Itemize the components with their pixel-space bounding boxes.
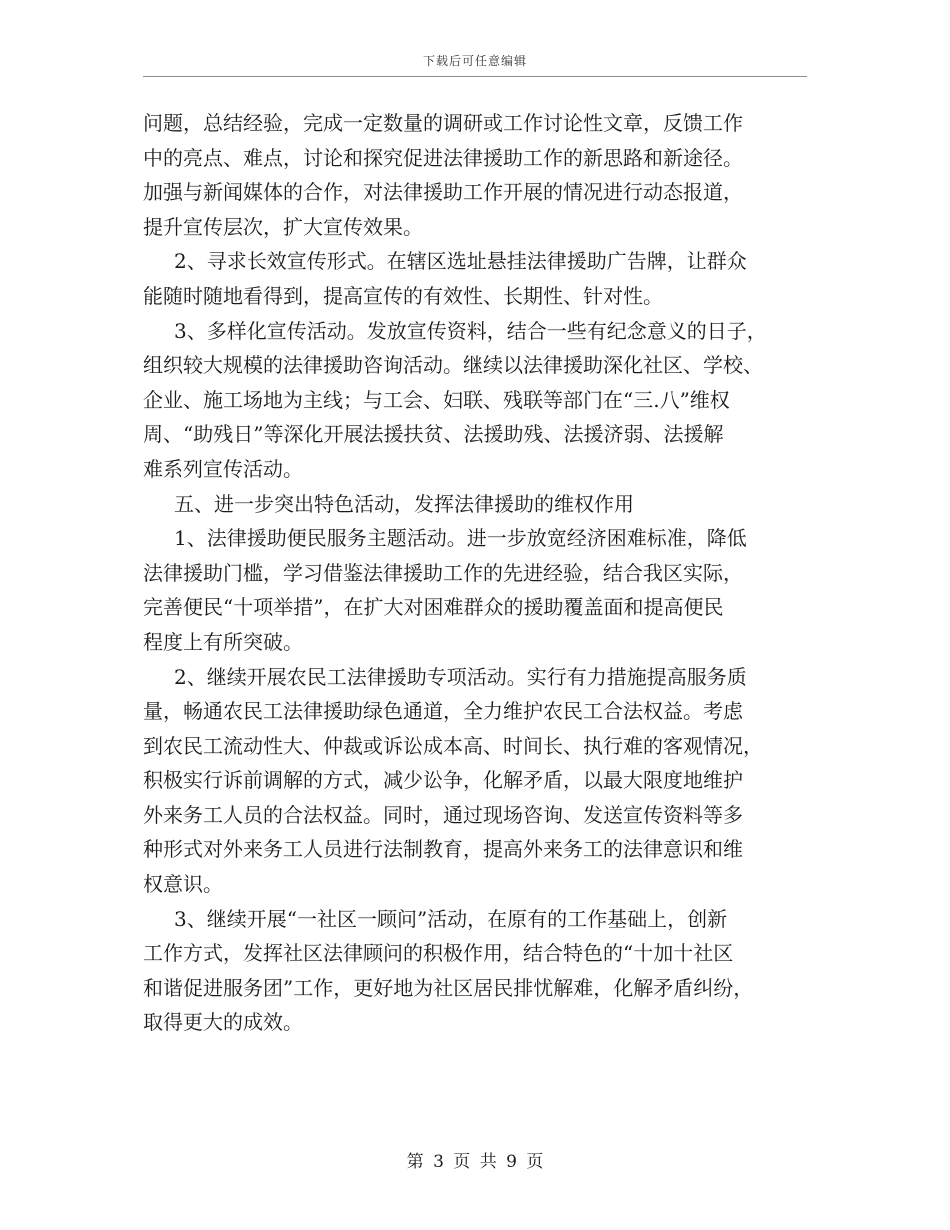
body-line: 周、“助残日”等深化开展法援扶贫、法援助残、法援济弱、法援解 <box>143 422 724 447</box>
body-line: 2、继续开展农民工法律援助专项活动。实行有力措施提高服务质 <box>174 664 747 689</box>
page-footer: 第 3 页 共 9 页 <box>406 1152 544 1172</box>
body-line: 到农民工流动性大、仲裁或诉讼成本高、时间长、执行难的客观情况， <box>143 733 763 758</box>
body-line: 中的亮点、难点，讨论和探究促进法律援助工作的新思路和新途径。 <box>143 145 743 170</box>
body-line: 种形式对外来务工人员进行法制教育，提高外来务工的法律意识和维 <box>143 837 743 862</box>
body-line: 量，畅通农民工法律援助绿色通道，全力维护农民工合法权益。考虑 <box>143 699 743 724</box>
body-line: 积极实行诉前调解的方式，减少讼争，化解矛盾，以最大限度地维护 <box>143 768 743 793</box>
body-line: 权意识。 <box>143 872 223 897</box>
body-line: 提升宣传层次，扩大宣传效果。 <box>143 214 423 239</box>
body-line: 五、进一步突出特色活动，发挥法律援助的维权作用 <box>174 491 634 516</box>
header-divider <box>143 76 807 77</box>
body-line: 法律援助门槛，学习借鉴法律援助工作的先进经验，结合我区实际， <box>143 560 743 585</box>
body-line: 3、继续开展“一社区一顾问”活动，在原有的工作基础上，创新 <box>174 906 728 931</box>
body-line: 能随时随地看得到，提高宣传的有效性、长期性、针对性。 <box>143 283 663 308</box>
body-line: 难系列宣传活动。 <box>143 456 303 481</box>
body-line: 工作方式，发挥社区法律顾问的积极作用，结合特色的“十加十社区 <box>143 941 734 966</box>
body-line: 外来务工人员的合法权益。同时，通过现场咨询、发送宣传资料等多 <box>143 802 743 827</box>
body-line: 3、多样化宣传活动。发放宣传资料，结合一些有纪念意义的日子， <box>174 318 767 343</box>
page-header: 下载后可任意编辑 <box>422 54 527 68</box>
body-line: 加强与新闻媒体的合作，对法律援助工作开展的情况进行动态报道， <box>143 180 743 205</box>
body-line: 取得更大的成效。 <box>143 1010 303 1035</box>
body-line: 和谐促进服务团”工作，更好地为社区居民排忧解难，化解矛盾纠纷， <box>143 975 754 1000</box>
body-line: 问题，总结经验，完成一定数量的调研或工作讨论性文章，反馈工作 <box>143 111 743 135</box>
document-body <box>143 106 811 1040</box>
body-line: 2、寻求长效宣传形式。在辖区选址悬挂法律援助广告牌，让群众 <box>174 249 747 274</box>
body-line: 企业、施工场地为主线；与工会、妇联、残联等部门在“三.八”维权 <box>143 387 730 412</box>
body-line: 1、法律援助便民服务主题活动。进一步放宽经济困难标准，降低 <box>174 526 747 551</box>
body-line: 程度上有所突破。 <box>143 629 303 654</box>
body-line: 组织较大规模的法律援助咨询活动。继续以法律援助深化社区、学校、 <box>143 353 763 378</box>
body-line: 完善便民“十项举措”，在扩大对困难群众的援助覆盖面和提高便民 <box>143 595 724 620</box>
